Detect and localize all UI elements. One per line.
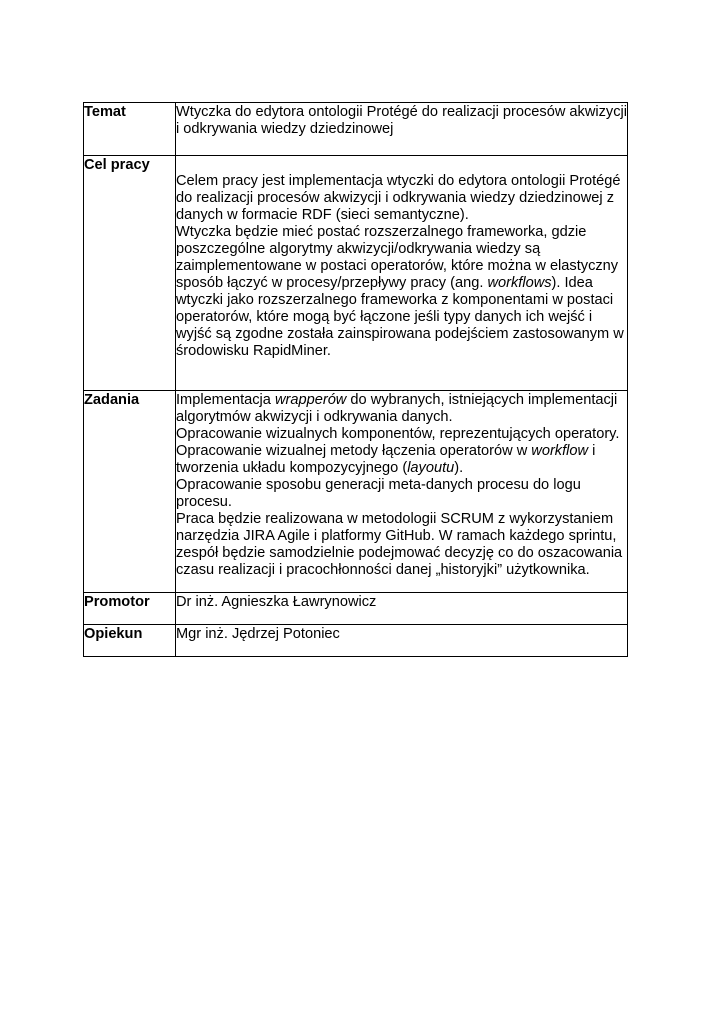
promotor-name: Dr inż. Agnieszka Ławrynowicz — [176, 594, 377, 610]
zadanie-4: Opracowanie sposobu generacji meta-danych procesu do logu procesu. — [176, 477, 581, 510]
zadanie-1-italic: wrapperów — [274, 392, 347, 408]
cel-p2-start: Wtyczka będzie mieć postać rozszerzalnego frameworka, gdzie poszczególne algorytmy akwizycji/odkrywania wiedzy są zaimplementowane w postaci operatorów, które można w elastyczny sposób łączyć w procesy/przepływy pracy (ang. — [176, 224, 619, 291]
zadanie-3-italic-1: workflow — [531, 443, 589, 459]
row-opiekun — [84, 625, 628, 657]
zadanie-1-end: do wybranych, istniejących implementacji algorytmów akwizycji i odkrywania danych. — [176, 392, 618, 425]
cel-p2-end: ). Idea wtyczki jako rozszerzalnego frameworka z komponentami w postaci operatorów, które mogą być łączone jeśli typy danych ich wejść i wyjść są zgodne została zainspirowana podejściem zastosowanym w środowisku RapidMiner. — [176, 275, 624, 359]
label-zadania: Zadania — [84, 391, 176, 593]
zadanie-5: Praca będzie realizowana w metodologii SCRUM z wykorzystaniem narzędzia JIRA Agile i platformy GitHub. W ramach każdego sprintu, zespół będzie samodzielnie podejmować decyzję co do oszacowania czasu realizacji i pracochłonności danej „historyjki” użytkownika. — [176, 511, 623, 578]
zadanie-2: Opracowanie wizualnych komponentów, reprezentujących operatory. — [176, 426, 620, 442]
zadanie-3 — [176, 443, 627, 477]
row-promotor — [84, 593, 628, 625]
cel-paragraph-1: Celem pracy jest implementacja wtyczki do edytora ontologii Protégé do realizacji procesów akwizycji i odkrywania wiedzy dziedzinowej z danych w formacie RDF (sieci semantyczne). — [176, 173, 621, 223]
zadanie-3-end: ). — [454, 460, 464, 476]
label-cel-pracy: Cel pracy — [84, 156, 176, 391]
content-temat — [176, 103, 628, 156]
row-temat — [84, 103, 628, 156]
spacer — [176, 157, 627, 173]
zadanie-3-start: Opracowanie wizualnej metody łączenia operatorów w — [176, 443, 532, 459]
opiekun-name: Mgr inż. Jędrzej Potoniec — [176, 626, 340, 642]
content-cel-pracy — [176, 156, 628, 391]
content-opiekun — [176, 625, 628, 657]
temat-text: Wtyczka do edytora ontologii Protégé do realizacji procesów akwizycji i odkrywania wiedzy dziedzinowej — [176, 104, 627, 137]
zadanie-1 — [176, 392, 627, 426]
row-cel-pracy — [84, 156, 628, 391]
zadanie-3-middle: i tworzenia układu kompozycyjnego ( — [176, 443, 596, 476]
content-promotor — [176, 593, 628, 625]
label-opiekun: Opiekun — [84, 625, 176, 657]
cel-p2-italic: workflows — [487, 275, 552, 291]
zadanie-3-italic-2: layoutu — [407, 460, 455, 476]
row-zadania — [84, 391, 628, 593]
content-zadania — [176, 391, 628, 593]
cel-paragraph-2 — [176, 224, 627, 360]
zadanie-1-start: Implementacja — [176, 392, 275, 408]
label-temat: Temat — [84, 103, 176, 156]
label-promotor: Promotor — [84, 593, 176, 625]
thesis-info-table — [83, 102, 628, 657]
